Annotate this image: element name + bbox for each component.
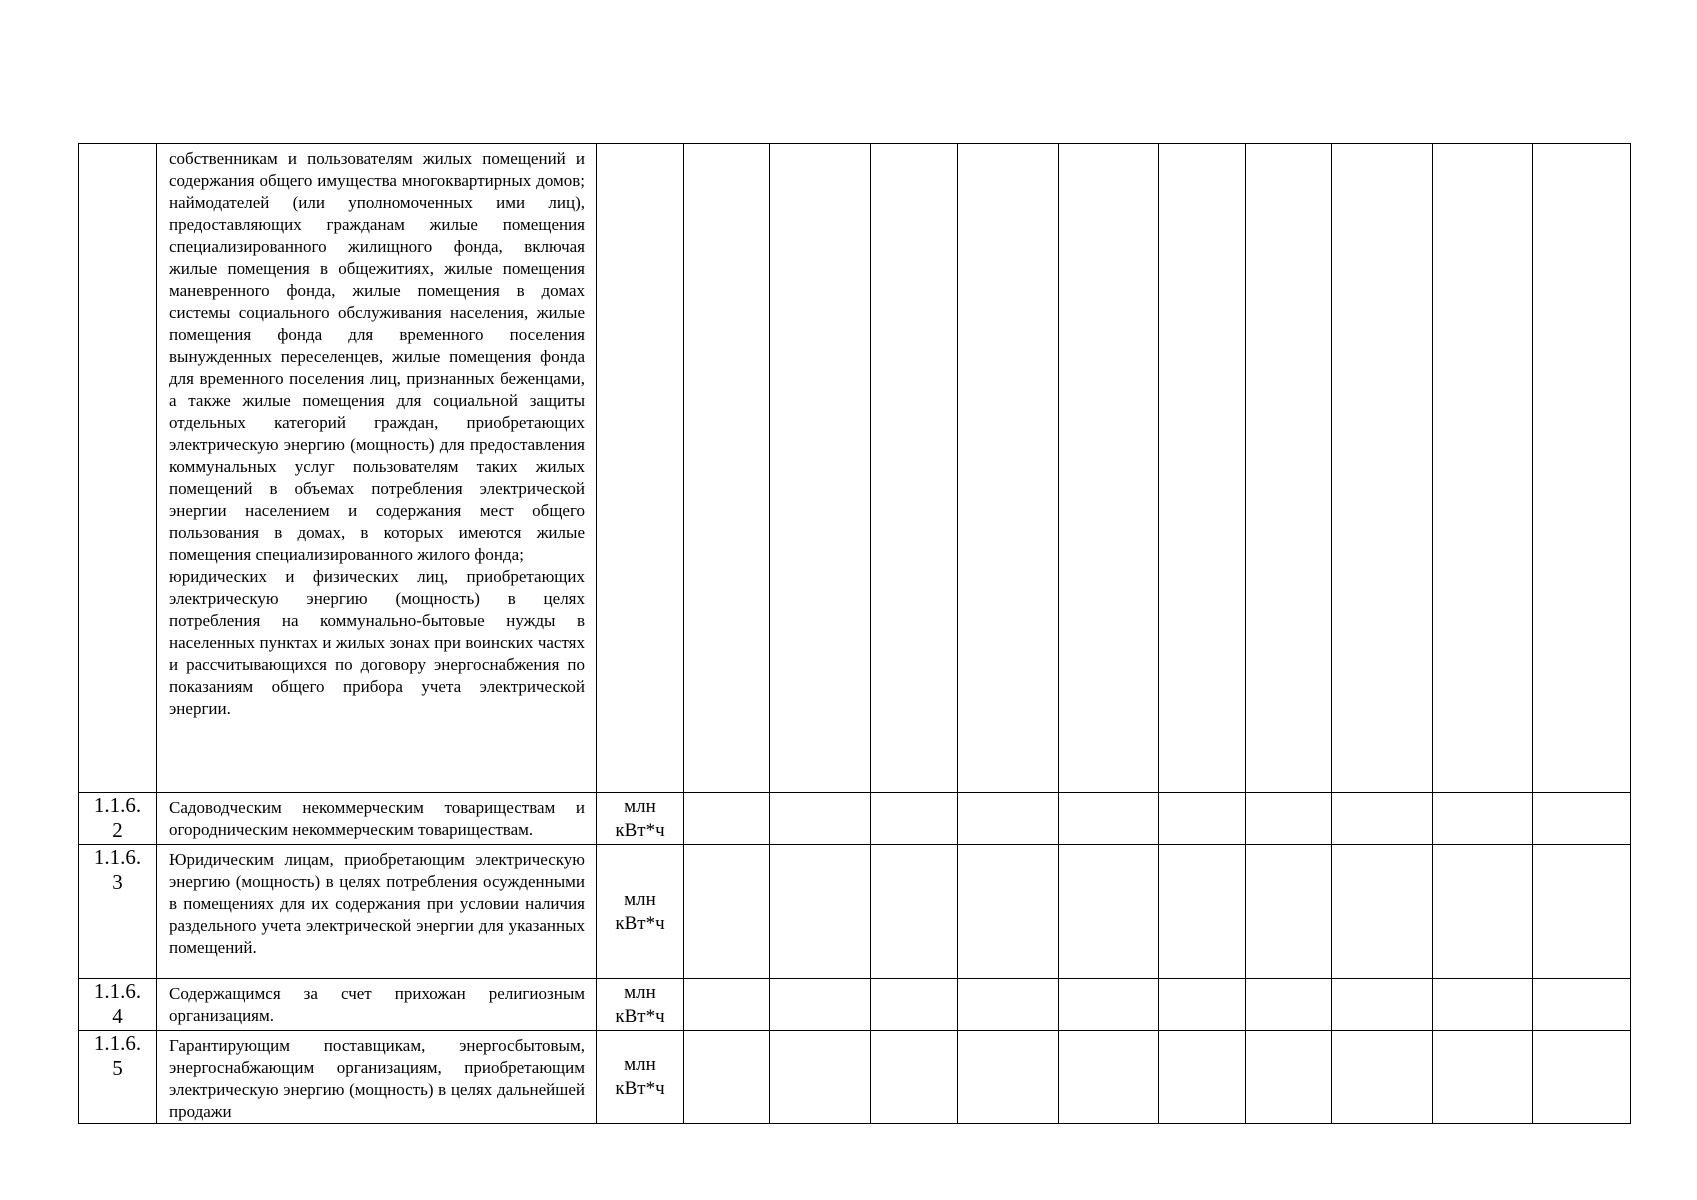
empty-value-cell <box>871 1031 958 1124</box>
row-number-cell <box>79 1031 157 1124</box>
row-number-line: 1.1.6. <box>93 845 142 869</box>
empty-value-cell <box>770 845 871 979</box>
empty-value-cell <box>1533 1031 1631 1124</box>
data-table <box>78 143 1631 1124</box>
unit-line: млн <box>624 795 656 817</box>
empty-value-cell <box>958 1031 1059 1124</box>
empty-value-cell <box>1159 793 1246 845</box>
empty-value-cell <box>770 144 871 793</box>
table-row <box>79 793 1631 845</box>
unit-line: кВт*ч <box>615 1078 665 1099</box>
table-row <box>79 144 1631 793</box>
empty-value-cell <box>1059 793 1159 845</box>
table-body <box>79 144 1631 1124</box>
empty-value-cell <box>1533 979 1631 1031</box>
empty-value-cell <box>770 793 871 845</box>
empty-value-cell <box>770 979 871 1031</box>
empty-value-cell <box>1159 979 1246 1031</box>
empty-value-cell <box>958 979 1059 1031</box>
row-number-line: 4 <box>112 1004 123 1028</box>
empty-value-cell <box>1433 144 1533 793</box>
description-paragraph: юридических и физических лиц, приобретающих электрическую энергию (мощность) в целях потребления на коммунально-бытовые нужды в населенных пунктах и жилых зонах при воинских частях и рассчитывающихся по договору энергоснабжения по показаниям общего прибора учета электрической энергии. <box>169 567 585 718</box>
row-number-line: 2 <box>112 818 123 842</box>
empty-value-cell <box>1533 845 1631 979</box>
unit-line: млн <box>624 888 656 910</box>
empty-value-cell <box>1332 1031 1433 1124</box>
row-number-line: 1.1.6. <box>93 979 142 1003</box>
empty-value-cell <box>1433 979 1533 1031</box>
description-paragraph: Гарантирующим поставщикам, энергосбытовым, энергоснабжающим организациям, приобретающим электрическую энергию (мощность) в целях дальнейшей продажи <box>169 1036 585 1121</box>
empty-value-cell <box>958 845 1059 979</box>
unit-cell <box>597 845 684 979</box>
empty-value-cell <box>684 144 770 793</box>
empty-value-cell <box>1059 144 1159 793</box>
empty-value-cell <box>1246 144 1332 793</box>
row-number-line: 1.1.6. <box>93 1031 142 1055</box>
empty-value-cell <box>1159 1031 1246 1124</box>
empty-value-cell <box>871 979 958 1031</box>
table-row <box>79 845 1631 979</box>
unit-cell <box>597 144 684 793</box>
unit-line: млн <box>624 1054 656 1075</box>
description-paragraph: Содержащимся за счет прихожан религиозным организациям. <box>169 984 585 1025</box>
unit-cell <box>597 793 684 845</box>
row-number-line: 5 <box>112 1056 123 1080</box>
unit-line: кВт*ч <box>615 1005 665 1027</box>
unit-line: кВт*ч <box>615 912 665 934</box>
empty-value-cell <box>871 845 958 979</box>
empty-value-cell <box>871 793 958 845</box>
table-row <box>79 979 1631 1031</box>
empty-value-cell <box>1433 793 1533 845</box>
empty-value-cell <box>1433 845 1533 979</box>
description-cell <box>157 845 597 979</box>
unit-cell <box>597 1031 684 1124</box>
empty-value-cell <box>1433 1031 1533 1124</box>
empty-value-cell <box>1332 979 1433 1031</box>
description-paragraph: собственникам и пользователям жилых помещений и содержания общего имущества многоквартирных домов; наймодателей (или уполномоченных ими лиц), предоставляющих гражданам жилые помещения специализированного жилищного фонда, включая жилые помещения в общежитиях, жилые помещения маневренного фонда, жилые помещения в домах системы социального обслуживания населения, жилые помещения фонда для временного поселения вынужденных переселенцев, жилые помещения фонда для временного поселения лиц, признанных беженцами, а также жилые помещения для социальной защиты отдельных категорий граждан, приобретающих электрическую энергию (мощность) для предоставления коммунальных услуг пользователям таких жилых помещений в объемах потребления электрической энергии населением и содержания мест общего пользования в домах, в которых имеются жилые помещения специализированного жилого фонда; <box>169 149 585 564</box>
unit-line: кВт*ч <box>615 819 665 841</box>
empty-value-cell <box>1246 845 1332 979</box>
empty-value-cell <box>958 144 1059 793</box>
empty-value-cell <box>1533 144 1631 793</box>
empty-value-cell <box>1246 793 1332 845</box>
row-number-cell <box>79 845 157 979</box>
unit-line: млн <box>624 981 656 1003</box>
empty-value-cell <box>1059 845 1159 979</box>
empty-value-cell <box>1159 845 1246 979</box>
row-number-cell <box>79 979 157 1031</box>
table-row <box>79 1031 1631 1124</box>
empty-value-cell <box>1059 1031 1159 1124</box>
empty-value-cell <box>1246 979 1332 1031</box>
description-cell <box>157 144 597 793</box>
empty-value-cell <box>684 1031 770 1124</box>
empty-value-cell <box>684 793 770 845</box>
empty-value-cell <box>1332 845 1433 979</box>
row-number-line: 3 <box>112 870 123 894</box>
empty-value-cell <box>1332 793 1433 845</box>
empty-value-cell <box>958 793 1059 845</box>
row-number-cell <box>79 793 157 845</box>
empty-value-cell <box>1332 144 1433 793</box>
description-paragraph: Юридическим лицам, приобретающим электрическую энергию (мощность) в целях потребления осужденными в помещениях для их содержания при условии наличия раздельного учета электрической энергии для указанных помещений. <box>169 850 585 957</box>
empty-value-cell <box>1059 979 1159 1031</box>
empty-value-cell <box>770 1031 871 1124</box>
description-cell <box>157 793 597 845</box>
description-cell <box>157 979 597 1031</box>
empty-value-cell <box>871 144 958 793</box>
empty-value-cell <box>684 979 770 1031</box>
empty-value-cell <box>1246 1031 1332 1124</box>
row-number-line: 1.1.6. <box>93 793 142 817</box>
description-paragraph: Садоводческим некоммерческим товариществам и огородническим некоммерческим товариществам. <box>169 798 585 839</box>
unit-cell <box>597 979 684 1031</box>
empty-value-cell <box>1159 144 1246 793</box>
empty-value-cell <box>1533 793 1631 845</box>
row-number-cell <box>79 144 157 793</box>
empty-value-cell <box>684 845 770 979</box>
description-cell <box>157 1031 597 1124</box>
